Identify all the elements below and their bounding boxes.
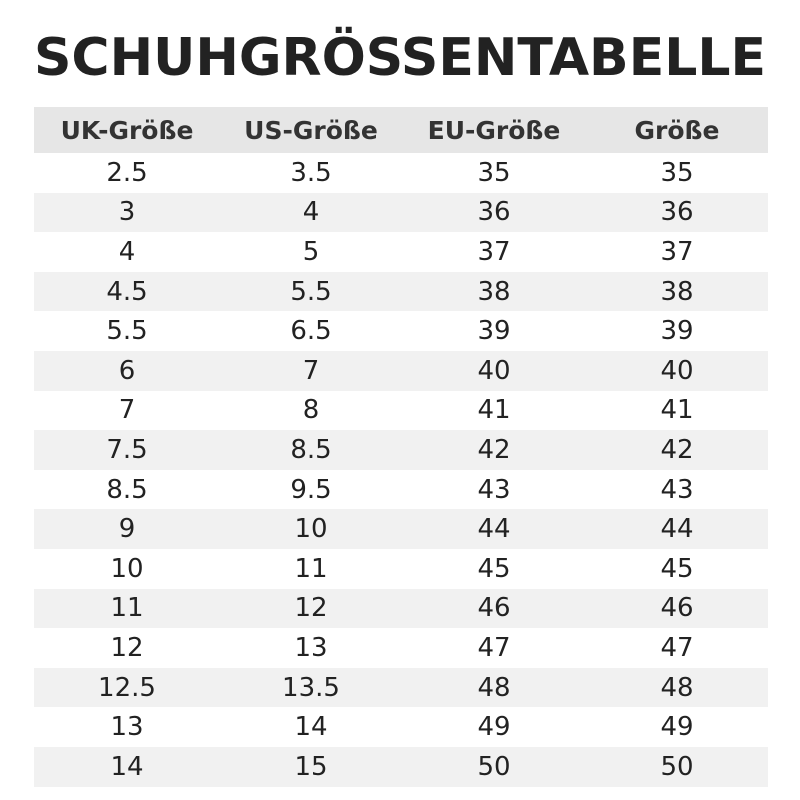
cell-eu: 36: [477, 197, 511, 228]
cell-eu: 35: [477, 157, 511, 188]
cell-us: 14: [294, 712, 328, 743]
cell-eu: 38: [477, 276, 511, 307]
cell-uk: 12: [110, 632, 144, 663]
table-row: [34, 668, 768, 708]
cell-eu: 37: [477, 236, 511, 267]
cell-eu: 43: [477, 474, 511, 505]
cell-us: 9.5: [290, 474, 332, 505]
table-row: [34, 391, 768, 431]
cell-us: 10: [294, 514, 328, 545]
table-row: [34, 549, 768, 589]
table-row: [34, 153, 768, 193]
cell-uk: 2.5: [106, 157, 148, 188]
column-header-size: Größe: [634, 115, 720, 145]
cell-eu: 44: [477, 514, 511, 545]
cell-uk: 4: [118, 236, 136, 267]
cell-us: 13: [294, 632, 328, 663]
table-row: [34, 470, 768, 510]
cell-us: 12: [294, 593, 328, 624]
table-row: [34, 509, 768, 549]
cell-uk: 9: [118, 514, 136, 545]
cell-uk: 7.5: [106, 434, 148, 465]
table-row: [34, 232, 768, 272]
cell-eu: 49: [477, 712, 511, 743]
cell-eu: 42: [477, 434, 511, 465]
cell-size: 42: [660, 434, 694, 465]
cell-eu: 47: [477, 632, 511, 663]
table-row: [34, 707, 768, 747]
cell-us: 6.5: [290, 316, 332, 347]
table-row: [34, 628, 768, 668]
cell-eu: 48: [477, 672, 511, 703]
cell-uk: 12.5: [98, 672, 156, 703]
cell-size: 50: [660, 751, 694, 782]
cell-uk: 10: [110, 553, 144, 584]
column-header-us: US-Größe: [244, 115, 378, 145]
cell-size: 47: [660, 632, 694, 663]
cell-size: 35: [660, 157, 694, 188]
cell-eu: 50: [477, 751, 511, 782]
cell-size: 46: [660, 593, 694, 624]
cell-us: 5: [302, 236, 320, 267]
table-body: [34, 153, 768, 787]
table-row: [34, 311, 768, 351]
cell-eu: 39: [477, 316, 511, 347]
cell-us: 13.5: [282, 672, 340, 703]
cell-size: 37: [660, 236, 694, 267]
cell-uk: 3: [118, 197, 136, 228]
cell-eu: 45: [477, 553, 511, 584]
cell-size: 43: [660, 474, 694, 505]
table-row: [34, 193, 768, 233]
table-row: [34, 589, 768, 629]
cell-uk: 8.5: [106, 474, 148, 505]
cell-size: 39: [660, 316, 694, 347]
page-title: SCHUHGRÖSSENTABELLE: [33, 28, 767, 88]
cell-us: 15: [294, 751, 328, 782]
cell-uk: 13: [110, 712, 144, 743]
cell-size: 45: [660, 553, 694, 584]
table-row: [34, 430, 768, 470]
table-row: [34, 747, 768, 787]
column-header-eu: EU-Größe: [427, 115, 561, 145]
cell-size: 38: [660, 276, 694, 307]
cell-eu: 46: [477, 593, 511, 624]
cell-uk: 4.5: [106, 276, 148, 307]
cell-uk: 7: [118, 395, 136, 426]
cell-size: 48: [660, 672, 694, 703]
cell-uk: 5.5: [106, 316, 148, 347]
cell-us: 4: [302, 197, 320, 228]
cell-size: 36: [660, 197, 694, 228]
cell-us: 8: [302, 395, 320, 426]
cell-eu: 41: [477, 395, 511, 426]
cell-uk: 14: [110, 751, 144, 782]
size-table: [34, 107, 768, 787]
cell-us: 11: [294, 553, 328, 584]
column-header-uk: UK-Größe: [60, 115, 194, 145]
cell-uk: 6: [118, 355, 136, 386]
cell-size: 41: [660, 395, 694, 426]
table-row: [34, 351, 768, 391]
cell-us: 5.5: [290, 276, 332, 307]
table-header-row: [34, 107, 768, 153]
table-row: [34, 272, 768, 312]
cell-us: 3.5: [290, 157, 332, 188]
cell-eu: 40: [477, 355, 511, 386]
cell-us: 8.5: [290, 434, 332, 465]
cell-size: 49: [660, 712, 694, 743]
cell-size: 40: [660, 355, 694, 386]
cell-uk: 11: [110, 593, 144, 624]
cell-size: 44: [660, 514, 694, 545]
cell-us: 7: [302, 355, 320, 386]
